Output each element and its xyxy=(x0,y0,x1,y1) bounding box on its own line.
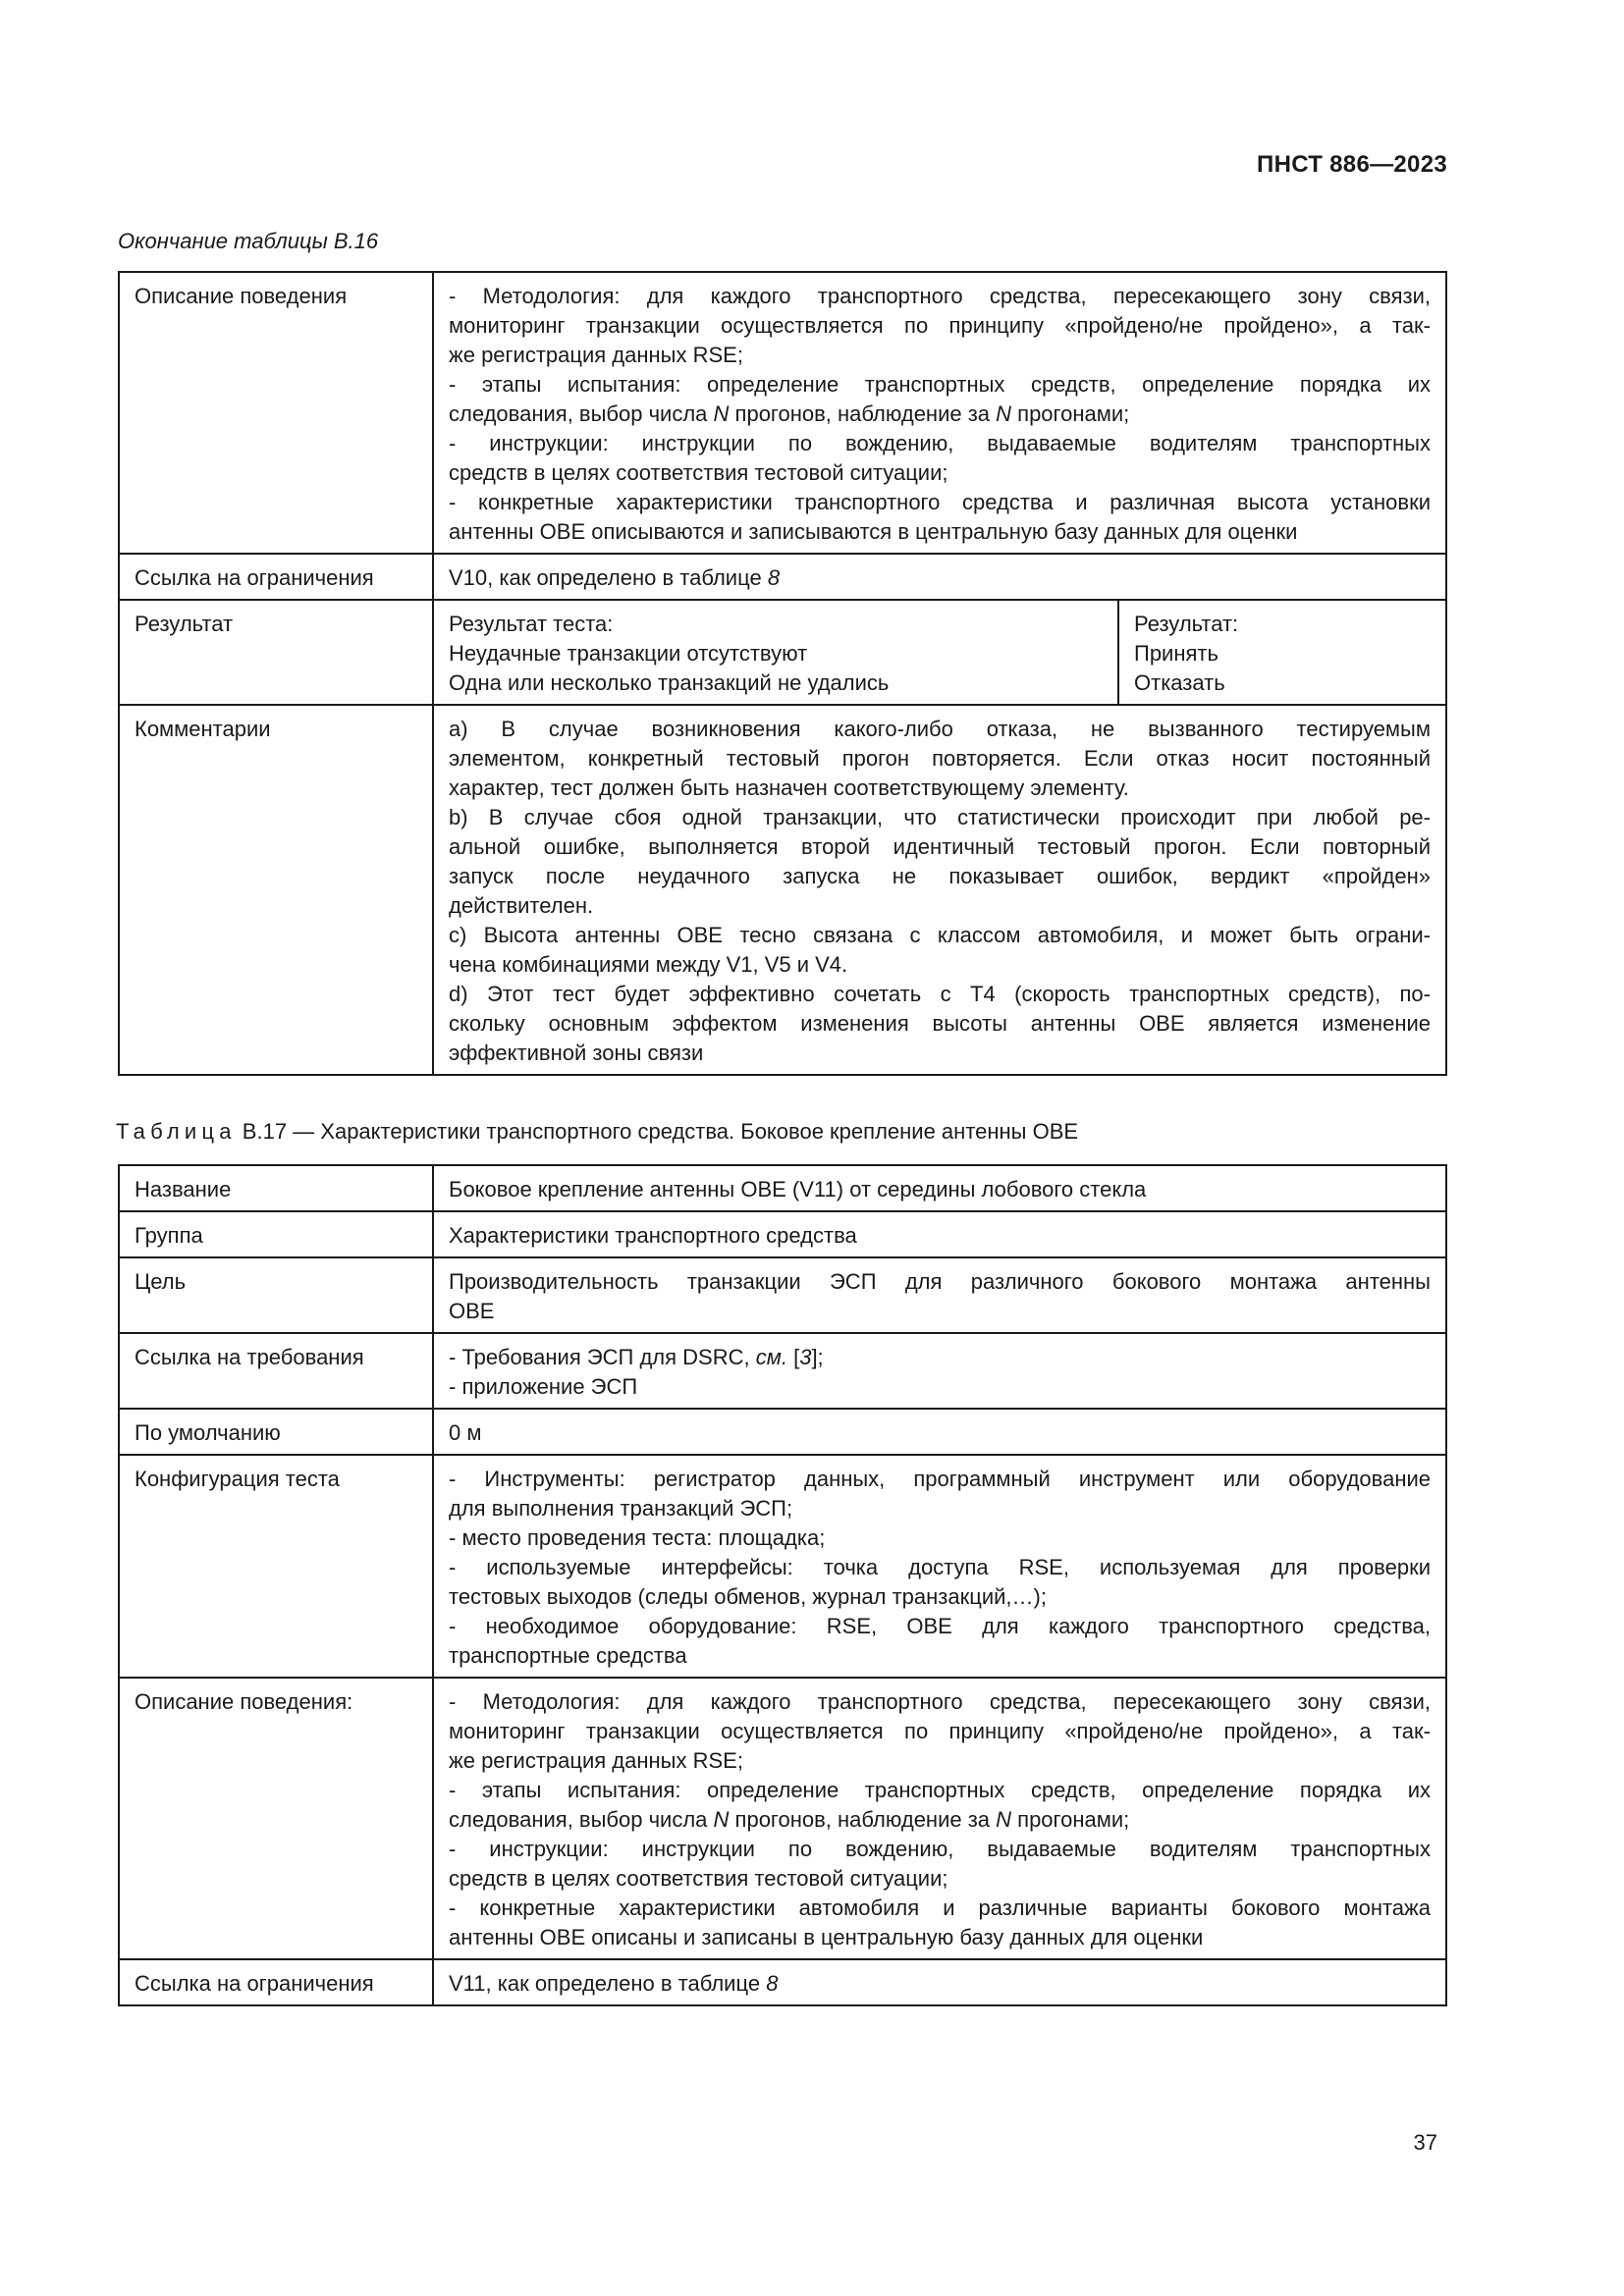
caption-prefix: Таблица xyxy=(116,1119,237,1144)
comments-text xyxy=(433,705,1446,1075)
table-row xyxy=(119,1257,1446,1333)
row-label: Описание поведения: xyxy=(119,1678,433,1959)
text-line: - необходимое оборудование: RSE, OBE для каждого транспортного средства, xyxy=(449,1614,1431,1638)
text-line: альной ошибке, выполняется второй идентичный тестовый прогон. Если повторный xyxy=(449,834,1431,859)
text-line: OBE xyxy=(449,1299,495,1323)
table-row xyxy=(119,705,1446,1075)
row-label: Описание поведения xyxy=(119,272,433,554)
text-line: элементом, конкретный тестовый прогон повторяется. Если отказ носит постоянный xyxy=(449,746,1431,771)
requirements-value xyxy=(433,1333,1446,1409)
constraints-text: V11, как определено в таблице xyxy=(449,1971,761,1996)
text-line: транспортные средства xyxy=(449,1643,687,1668)
text-line: мониторинг транзакции осуществляется по принципу «пройдено/не пройдено», а так- xyxy=(449,313,1431,338)
text-line: - Методология: для каждого транспортного средства, пересекающего зону связи, xyxy=(449,284,1431,308)
see-ref: см. xyxy=(755,1345,787,1369)
text-line: - Инструменты: регистратор данных, программный инструмент или оборудование xyxy=(449,1467,1431,1491)
name-value: Боковое крепление антенны OBE (V11) от середины лобового стекла xyxy=(433,1165,1446,1211)
text-line: - этапы испытания: определение транспортных средств, определение порядка их xyxy=(449,372,1431,397)
table-row xyxy=(119,1211,1446,1257)
table-ref: 8 xyxy=(767,565,781,590)
table-b17 xyxy=(118,1164,1447,2006)
text-line: - Методология: для каждого транспортного средства, пересекающего зону связи, xyxy=(449,1689,1431,1714)
verdict-header: Результат: xyxy=(1134,612,1239,636)
row-label: Комментарии xyxy=(119,705,433,1075)
text-line: - место проведения теста: площадка; xyxy=(449,1525,826,1550)
test-result-line: Неудачные транзакции отсутствуют xyxy=(449,641,808,666)
table-ref: 8 xyxy=(766,1971,779,1996)
text-line: - конкретные характеристики транспортного средства и различная высота установки xyxy=(449,490,1431,514)
row-label: Название xyxy=(119,1165,433,1211)
requirement-text: - Требования ЭСП для DSRC, xyxy=(449,1345,750,1369)
table-b17-caption xyxy=(116,1119,1078,1145)
text-line: - конкретные характеристики автомобиля и различные варианты бокового монтажа xyxy=(449,1896,1431,1920)
table-row xyxy=(119,1409,1446,1455)
row-label: Результат xyxy=(119,600,433,705)
result-split xyxy=(434,601,1445,704)
table-row xyxy=(119,1333,1446,1409)
table-row xyxy=(119,554,1446,600)
row-label: Ссылка на ограничения xyxy=(119,1959,433,2005)
table-row xyxy=(119,1455,1446,1678)
caption-text: В.17 — Характеристики транспортного средства. Боковое крепление антенны OBE xyxy=(242,1119,1079,1144)
page-number: 37 xyxy=(1413,2130,1437,2155)
table-row xyxy=(119,600,1446,705)
row-label: Ссылка на ограничения xyxy=(119,554,433,600)
text-line: характер, тест должен быть назначен соответствующему элементу. xyxy=(449,775,1129,800)
text-line: же регистрация данных RSE; xyxy=(449,343,743,367)
table-b16-end xyxy=(118,271,1447,1076)
text-line: антенны OBE описываются и записываются в центральную базу данных для оценки xyxy=(449,519,1298,544)
bib-ref: 3 xyxy=(799,1345,812,1369)
text-line: - инструкции: инструкции по вождению, выдаваемые водителям транспортных xyxy=(449,1837,1431,1861)
test-result-header: Результат теста: xyxy=(449,612,614,636)
text-line: средств в целях соответствия тестовой ситуации; xyxy=(449,460,948,485)
text-line: средств в целях соответствия тестовой ситуации; xyxy=(449,1866,948,1891)
requirement-line: - приложение ЭСП xyxy=(449,1374,638,1399)
text-line: запуск после неудачного запуска не показывает ошибок, вердикт «пройден» xyxy=(449,864,1431,888)
row-label: Группа xyxy=(119,1211,433,1257)
group-value: Характеристики транспортного средства xyxy=(433,1211,1446,1257)
text-line: c) Высота антенны OBE тесно связана с классом автомобиля, и может быть ограни- xyxy=(449,923,1431,947)
text-line: для выполнения транзакций ЭСП; xyxy=(449,1496,793,1521)
text-line: а) В случае возникновения какого-либо отказа, не вызванного тестируемым xyxy=(449,717,1431,741)
table-row xyxy=(119,1959,1446,2005)
behavior-description xyxy=(433,272,1446,554)
text-line: - этапы испытания: определение транспортных средств, определение порядка их xyxy=(449,1778,1431,1802)
text-line: мониторинг транзакции осуществляется по принципу «пройдено/не пройдено», а так- xyxy=(449,1719,1431,1743)
table-row xyxy=(119,272,1446,554)
text-line: следования, выбор числа N прогонов, наблюдение за N прогонами; xyxy=(449,1807,1130,1832)
constraints-value xyxy=(433,554,1446,600)
text-line: следования, выбор числа N прогонов, наблюдение за N прогонами; xyxy=(449,401,1130,426)
requirement-line: - Требования ЭСП для DSRC, см. [3]; xyxy=(449,1345,824,1369)
row-label: Цель xyxy=(119,1257,433,1333)
table-row xyxy=(119,1165,1446,1211)
text-line: Производительность транзакции ЭСП для различного бокового монтажа антенны xyxy=(449,1269,1431,1294)
text-line: b) В случае сбоя одной транзакции, что статистически происходит при любой ре- xyxy=(449,805,1431,829)
goal-value xyxy=(433,1257,1446,1333)
text-line: эффективной зоны связи xyxy=(449,1041,704,1065)
verdict xyxy=(1118,601,1445,704)
text-line: - используемые интерфейсы: точка доступа RSE, используемая для проверки xyxy=(449,1555,1431,1579)
test-result xyxy=(434,601,1118,704)
table-continuation-caption: Окончание таблицы В.16 xyxy=(118,229,379,253)
row-label: Ссылка на требования xyxy=(119,1333,433,1409)
text-line: антенны OBE описаны и записаны в центральную базу данных для оценки xyxy=(449,1925,1204,1949)
default-value: 0 м xyxy=(433,1409,1446,1455)
table-row xyxy=(119,1678,1446,1959)
verdict-line: Отказать xyxy=(1134,670,1225,695)
test-result-line: Одна или несколько транзакций не удались xyxy=(449,670,890,695)
text-line: чена комбинациями между V1, V5 и V4. xyxy=(449,952,848,977)
row-label: По умолчанию xyxy=(119,1409,433,1455)
result-cell xyxy=(433,600,1446,705)
row-label: Конфигурация теста xyxy=(119,1455,433,1678)
text-line: тестовых выходов (следы обменов, журнал транзакций,…); xyxy=(449,1584,1047,1609)
behavior-description xyxy=(433,1678,1446,1959)
constraints-text: V10, как определено в таблице xyxy=(449,565,762,590)
text-line: действителен. xyxy=(449,893,594,918)
document-id: ПНСТ 886—2023 xyxy=(1257,151,1447,178)
text-line: скольку основным эффектом изменения высоты антенны OBE является изменение xyxy=(449,1011,1431,1036)
text-line: - инструкции: инструкции по вождению, выдаваемые водителям транспортных xyxy=(449,431,1431,455)
text-line: d) Этот тест будет эффективно сочетать с Т4 (скорость транспортных средств), по- xyxy=(449,982,1431,1006)
constraints-value xyxy=(433,1959,1446,2005)
text-line: же регистрация данных RSE; xyxy=(449,1748,743,1773)
config-value xyxy=(433,1455,1446,1678)
verdict-line: Принять xyxy=(1134,641,1218,666)
